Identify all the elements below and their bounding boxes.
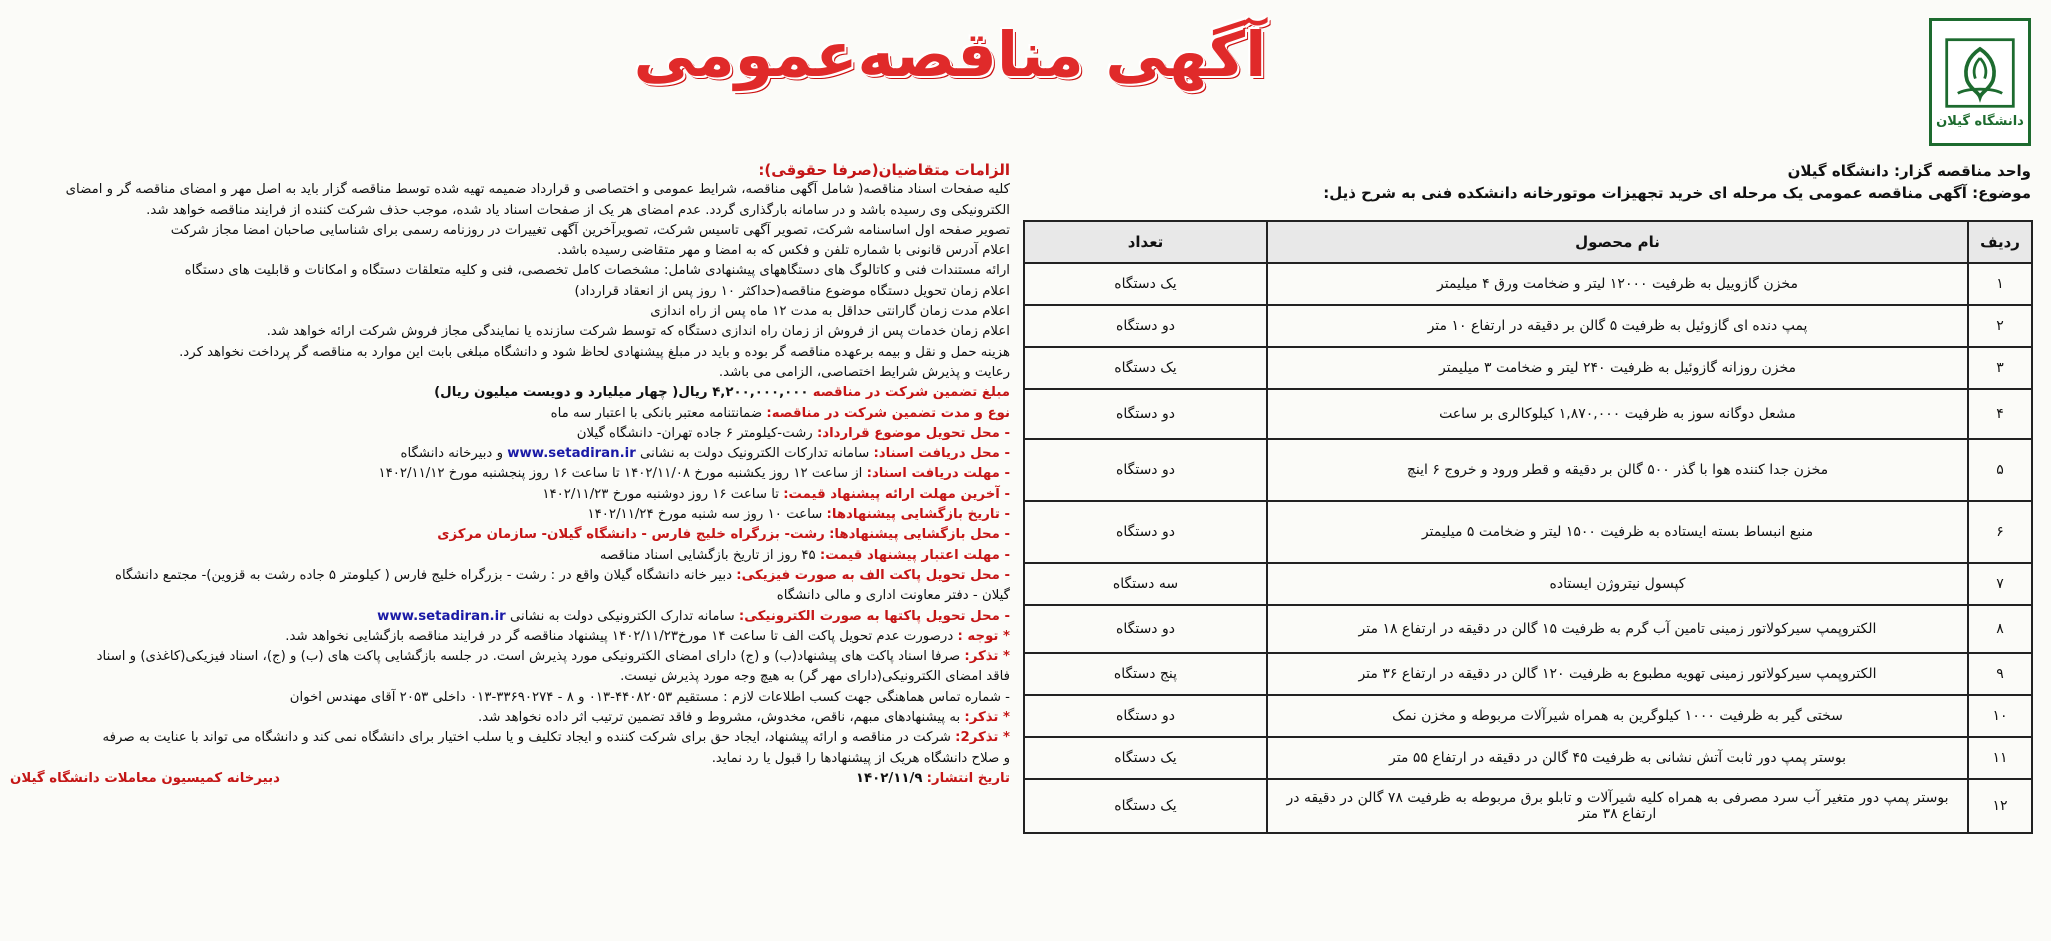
table-row — [1024, 563, 2032, 605]
requirements-column — [10, 160, 1010, 789]
document-receipt-line — [10, 444, 1010, 464]
row-number: ۱۲ — [1968, 779, 2032, 833]
quantity: دو دستگاه — [1024, 605, 1267, 653]
row-number: ۶ — [1968, 501, 2032, 563]
row-number: ۲ — [1968, 305, 2032, 347]
req-line: تصویر صفحه اول اساسنامه شرکت، تصویر آگهی تاسیس شرکت، تصویرآخرین آگهی تغییرات در روزنامه رسمی برای شناسایی صاحبان امضا مجاز شرکت — [170, 222, 1010, 238]
publish-date-label: تاریخ انتشار: — [926, 770, 1010, 786]
reminder-line — [10, 647, 1010, 667]
opening-place-line — [10, 525, 1010, 545]
quantity: سه دستگاه — [1024, 563, 1267, 605]
reminder-line-2 — [10, 708, 1010, 728]
document-receipt-label: - محل دریافت اسناد: — [873, 446, 1010, 462]
req-line: فاقد امضای الکترونیکی(دارای مهر گر) به هیچ وجه مورد پذیرش نیست. — [620, 669, 1010, 685]
document-deadline-label: - مهلت دریافت اسناد: — [866, 466, 1010, 482]
contact-line: - شماره تماس هماهنگی جهت کسب اطلاعات لازم : مستقیم ۴۴۰۸۲۰۵۳-۰۱۳ و ۸ - ۳۳۶۹۰۲۷۴-۰۱۳ داخلی ۲۰۵۳ آقای مهندس اخوان — [289, 689, 1010, 705]
reminder-line-3 — [10, 728, 1010, 748]
req-line: هزینه حمل و نقل و بیمه برعهده مناقصه گر بوده و باید در مبلغ پیشنهادی لحاظ شود و دانشگاه مبلغی بابت این موارد به مناقصه گر پرداخت نخواهد کرد. — [179, 344, 1010, 360]
document-deadline-line — [10, 464, 1010, 484]
physical-packet-value: دبیر خانه دانشگاه گیلان واقع در : رشت - بزرگراه خلیج فارس ( کیلومتر ۵ جاده رشت به قزوین)- مجتمع دانشگاه — [115, 567, 733, 583]
product-name: مخزن جدا کننده هوا با گذر ۵۰۰ گالن بر دقیقه و قطر ورود و خروج ۶ اینچ — [1267, 439, 1968, 501]
req-line: اعلام آدرس قانونی با شماره تلفن و فکس که به امضا و مهر متقاضی رسیده باشد. — [557, 243, 1010, 259]
req-line: رعایت و پذیرش شرایط اختصاصی، الزامی می باشد. — [718, 364, 1010, 380]
quantity: یک دستگاه — [1024, 263, 1267, 305]
signature: دبیرخانه کمیسیون معاملات دانشگاه گیلان — [10, 770, 280, 786]
req-line: کلیه صفحات اسناد مناقصه( شامل آگهی مناقصه، شرایط عمومی و اختصاصی و قرارداد ضمیمه تهیه شده توسط مناقصه گزار باید به اصل مهر و امضای مناقصه گر و امضای — [65, 182, 1010, 198]
quantity: دو دستگاه — [1024, 501, 1267, 563]
reminder-3-value: شرکت در مناقصه و ارائه پیشنهاد، ایجاد حق برای شرکت کننده و ایجاد تکلیف و یا سلب اختیار برای دانشگاه نمی کند و دانشگاه می تواند با عنایت به صرفه — [102, 730, 951, 746]
document-receipt-value-2: و دبیرخانه دانشگاه — [400, 446, 503, 462]
employer-value: دانشگاه گیلان — [1787, 162, 1889, 180]
quantity: دو دستگاه — [1024, 305, 1267, 347]
electronic-packet-label: - محل تحویل پاکتها به صورت الکترونیکی: — [738, 608, 1010, 624]
physical-packet-line — [10, 566, 1010, 586]
product-name: مخزن روزانه گازوئیل به ظرفیت ۲۴۰ لیتر و ضخامت ۳ میلیمتر — [1267, 347, 1968, 389]
quantity: یک دستگاه — [1024, 347, 1267, 389]
university-logo — [1929, 18, 2031, 146]
university-emblem-icon — [1943, 36, 2017, 110]
note-value: درصورت عدم تحویل پاکت الف تا ساعت ۱۴ مورخ۱۴۰۲/۱۱/۲۳ پیشنهاد مناقصه گر در فرایند مناقصه بازگشایی نخواهد شد. — [285, 628, 954, 644]
employer-label: واحد مناقصه گزار: — [1894, 162, 2031, 180]
validity-value: ۴۵ روز از تاریخ بازگشایی اسناد مناقصه — [599, 547, 816, 563]
requirements-heading: الزامات متقاضیان(صرفا حقوقی): — [758, 161, 1010, 179]
row-number: ۱۱ — [1968, 737, 2032, 779]
electronic-packet-value: سامانه تدارک الکترونیکی دولت به نشانی — [509, 608, 735, 624]
offer-deadline-line — [10, 485, 1010, 505]
logo-text: دانشگاه گیلان — [1936, 113, 2024, 129]
offer-deadline-value: تا ساعت ۱۶ روز دوشنبه مورخ ۱۴۰۲/۱۱/۲۳ — [542, 486, 779, 502]
product-name: منبع انبساط بسته ایستاده به ظرفیت ۱۵۰۰ لیتر و ضخامت ۵ میلیمتر — [1267, 501, 1968, 563]
row-number: ۵ — [1968, 439, 2032, 501]
document-deadline-value: از ساعت ۱۲ روز یکشنبه مورخ ۱۴۰۲/۱۱/۰۸ تا ساعت ۱۶ روز پنجشنبه مورخ ۱۴۰۲/۱۱/۱۲ — [378, 466, 863, 482]
note-label: * توجه : — [957, 628, 1010, 644]
quantity: دو دستگاه — [1024, 695, 1267, 737]
opening-date-line — [10, 505, 1010, 525]
delivery-line — [10, 424, 1010, 444]
table-row — [1024, 347, 2032, 389]
reminder-3-label: * تذکر2: — [955, 730, 1010, 746]
req-line: و صلاح دانشگاه هریک از پیشنهادها را قبول یا رد نماید. — [711, 750, 1010, 766]
product-name: بوستر پمپ دور ثابت آتش نشانی به ظرفیت ۴۵ گالن در دقیقه در ارتفاع ۵۵ متر — [1267, 737, 1968, 779]
setadiran-link[interactable]: www.setadiran.ir — [507, 446, 636, 462]
table-row — [1024, 605, 2032, 653]
row-number: ۱ — [1968, 263, 2032, 305]
subject-line — [1031, 184, 2031, 202]
validity-label: - مهلت اعتبار پیشنهاد قیمت: — [819, 547, 1010, 563]
publish-date — [856, 769, 1010, 789]
header-quantity: تعداد — [1024, 221, 1267, 263]
row-number: ۹ — [1968, 653, 2032, 695]
product-name: بوستر پمپ دور متغیر آب سرد مصرفی به همراه کلیه شیرآلات و تابلو برق مربوطه به ظرفیت ۷۸ گالن در دقیقه در ارتفاع ۳۸ متر — [1267, 779, 1968, 833]
quantity: دو دستگاه — [1024, 439, 1267, 501]
reminder-value: صرفا اسناد پاکت های پیشنهاد(ب) و (ج) دارای امضای الکترونیکی مورد پذیرش است. در جلسه بازگشایی پاکت های (ب) و (ج)، اسناد فیزیکی(کاغذی) و اسناد — [96, 649, 961, 665]
footer-line — [10, 769, 1010, 789]
table-row — [1024, 653, 2032, 695]
electronic-packet-line — [10, 607, 1010, 627]
opening-place-value: رشت- بزرگراه خلیج فارس - دانشگاه گیلان- سازمان مرکزی — [437, 527, 825, 543]
guarantee-type-value: ضمانتنامه معتبر بانکی با اعتبار سه ماه — [550, 405, 763, 421]
req-line: اعلام مدت زمان گارانتی حداقل به مدت ۱۲ ماه پس از راه اندازی — [650, 304, 1010, 320]
notice-title: آگهی مناقصه‌عمومی — [633, 18, 1267, 91]
req-line: گیلان - دفتر معاونت اداری و مالی دانشگاه — [776, 588, 1010, 604]
product-name: کپسول نیتروژن ایستاده — [1267, 563, 1968, 605]
reminder-2-label: * تذکر: — [964, 710, 1010, 726]
quantity: یک دستگاه — [1024, 779, 1267, 833]
note-line — [10, 627, 1010, 647]
delivery-label: - محل تحویل موضوع قرارداد: — [816, 425, 1010, 441]
items-table — [1023, 220, 2033, 834]
subject-value: آگهی مناقصه عمومی یک مرحله ای خرید تجهیزات موتورخانه دانشکده فنی به شرح ذیل: — [1323, 184, 1967, 202]
row-number: ۳ — [1968, 347, 2032, 389]
row-number: ۷ — [1968, 563, 2032, 605]
reminder-2-value: به پیشنهادهای مبهم، ناقص، مخدوش، مشروط و فاقد تضمین ترتیب اثر داده نخواهد شد. — [478, 710, 961, 726]
guarantee-amount-value: ۴,۲۰۰,۰۰۰,۰۰۰ ریال( چهار میلیارد و دویست میلیون ریال) — [434, 385, 809, 401]
product-name: پمپ دنده ای گازوئیل به ظرفیت ۵ گالن بر دقیقه در ارتفاع ۱۰ متر — [1267, 305, 1968, 347]
table-row — [1024, 389, 2032, 439]
opening-date-label: - تاریخ بازگشایی پیشنهادها: — [826, 507, 1010, 523]
quantity: یک دستگاه — [1024, 737, 1267, 779]
opening-place-label: - محل بازگشایی پیشنهادها: — [829, 527, 1010, 543]
employer-line — [1031, 162, 2031, 180]
physical-packet-label: - محل تحویل پاکت الف به صورت فیزیکی: — [736, 567, 1010, 583]
table-row — [1024, 779, 2032, 833]
offer-deadline-label: - آخرین مهلت ارائه پیشنهاد قیمت: — [783, 486, 1010, 502]
product-name: مشعل دوگانه سوز به ظرفیت ۱,۸۷۰,۰۰۰ کیلوکالری بر ساعت — [1267, 389, 1968, 439]
guarantee-amount-line — [10, 383, 1010, 403]
product-name: الکتروپمپ سیرکولاتور زمینی تامین آب گرم به ظرفیت ۱۵ گالن در دقیقه در ارتفاع ۱۸ متر — [1267, 605, 1968, 653]
reminder-label: * تذکر: — [964, 649, 1010, 665]
table-header-row — [1024, 221, 2032, 263]
table-row — [1024, 439, 2032, 501]
subject-label: موضوع: — [1972, 184, 2031, 202]
row-number: ۴ — [1968, 389, 2032, 439]
product-name: سختی گیر به ظرفیت ۱۰۰۰ کیلوگرین به همراه شیرآلات مربوطه و مخزن نمک — [1267, 695, 1968, 737]
quantity: دو دستگاه — [1024, 389, 1267, 439]
header-product-name: نام محصول — [1267, 221, 1968, 263]
guarantee-type-line — [10, 404, 1010, 424]
product-name: الکتروپمپ سیرکولاتور زمینی تهویه مطبوع به ظرفیت ۱۲۰ گالن در دقیقه در ارتفاع ۳۶ متر — [1267, 653, 1968, 695]
guarantee-amount-label: مبلغ تضمین شرکت در مناقصه — [812, 385, 1010, 401]
setadiran-link-2[interactable]: www.setadiran.ir — [377, 608, 506, 624]
row-number: ۱۰ — [1968, 695, 2032, 737]
document-receipt-value: سامانه تدارکات الکترونیک دولت به نشانی — [640, 446, 870, 462]
publish-date-value: ۱۴۰۲/۱۱/۹ — [855, 770, 923, 786]
quantity: پنج دستگاه — [1024, 653, 1267, 695]
row-number: ۸ — [1968, 605, 2032, 653]
table-row — [1024, 501, 2032, 563]
header-row-number: ردیف — [1968, 221, 2032, 263]
table-row — [1024, 695, 2032, 737]
delivery-value: رشت-کیلومتر ۶ جاده تهران- دانشگاه گیلان — [576, 425, 813, 441]
opening-date-value: ساعت ۱۰ روز سه شنبه مورخ ۱۴۰۲/۱۱/۲۴ — [587, 507, 823, 523]
req-line: الکترونیکی وی رسیده باشد و در سامانه بارگذاری گردد. عدم امضای هر یک از صفحات اسناد یاد شده، موجب حذف شرکت کننده از فرایند مناقصه خواهد شد. — [146, 202, 1010, 218]
guarantee-type-label: نوع و مدت تضمین شرکت در مناقصه: — [766, 405, 1010, 421]
req-line: ارائه مستندات فنی و کاتالوگ های دستگاههای پیشنهادی شامل: مشخصات کامل تخصصی، فنی و کلیه متعلقات دستگاه و امکانات و قابلیت های دستگاه — [184, 263, 1010, 279]
req-line: اعلام زمان خدمات پس از فروش از زمان راه اندازی دستگاه که توسط شرکت سازنده یا نمایندگی مجاز فروش شرکت ارائه خواهد شد. — [266, 324, 1010, 340]
table-row — [1024, 263, 2032, 305]
validity-line — [10, 546, 1010, 566]
table-row — [1024, 305, 2032, 347]
table-row — [1024, 737, 2032, 779]
product-name: مخزن گازوییل به ظرفیت ۱۲۰۰۰ لیتر و ضخامت ورق ۴ میلیمتر — [1267, 263, 1968, 305]
req-line: اعلام زمان تحویل دستگاه موضوع مناقصه(حداکثر ۱۰ روز پس از انعقاد قرارداد) — [574, 283, 1010, 299]
